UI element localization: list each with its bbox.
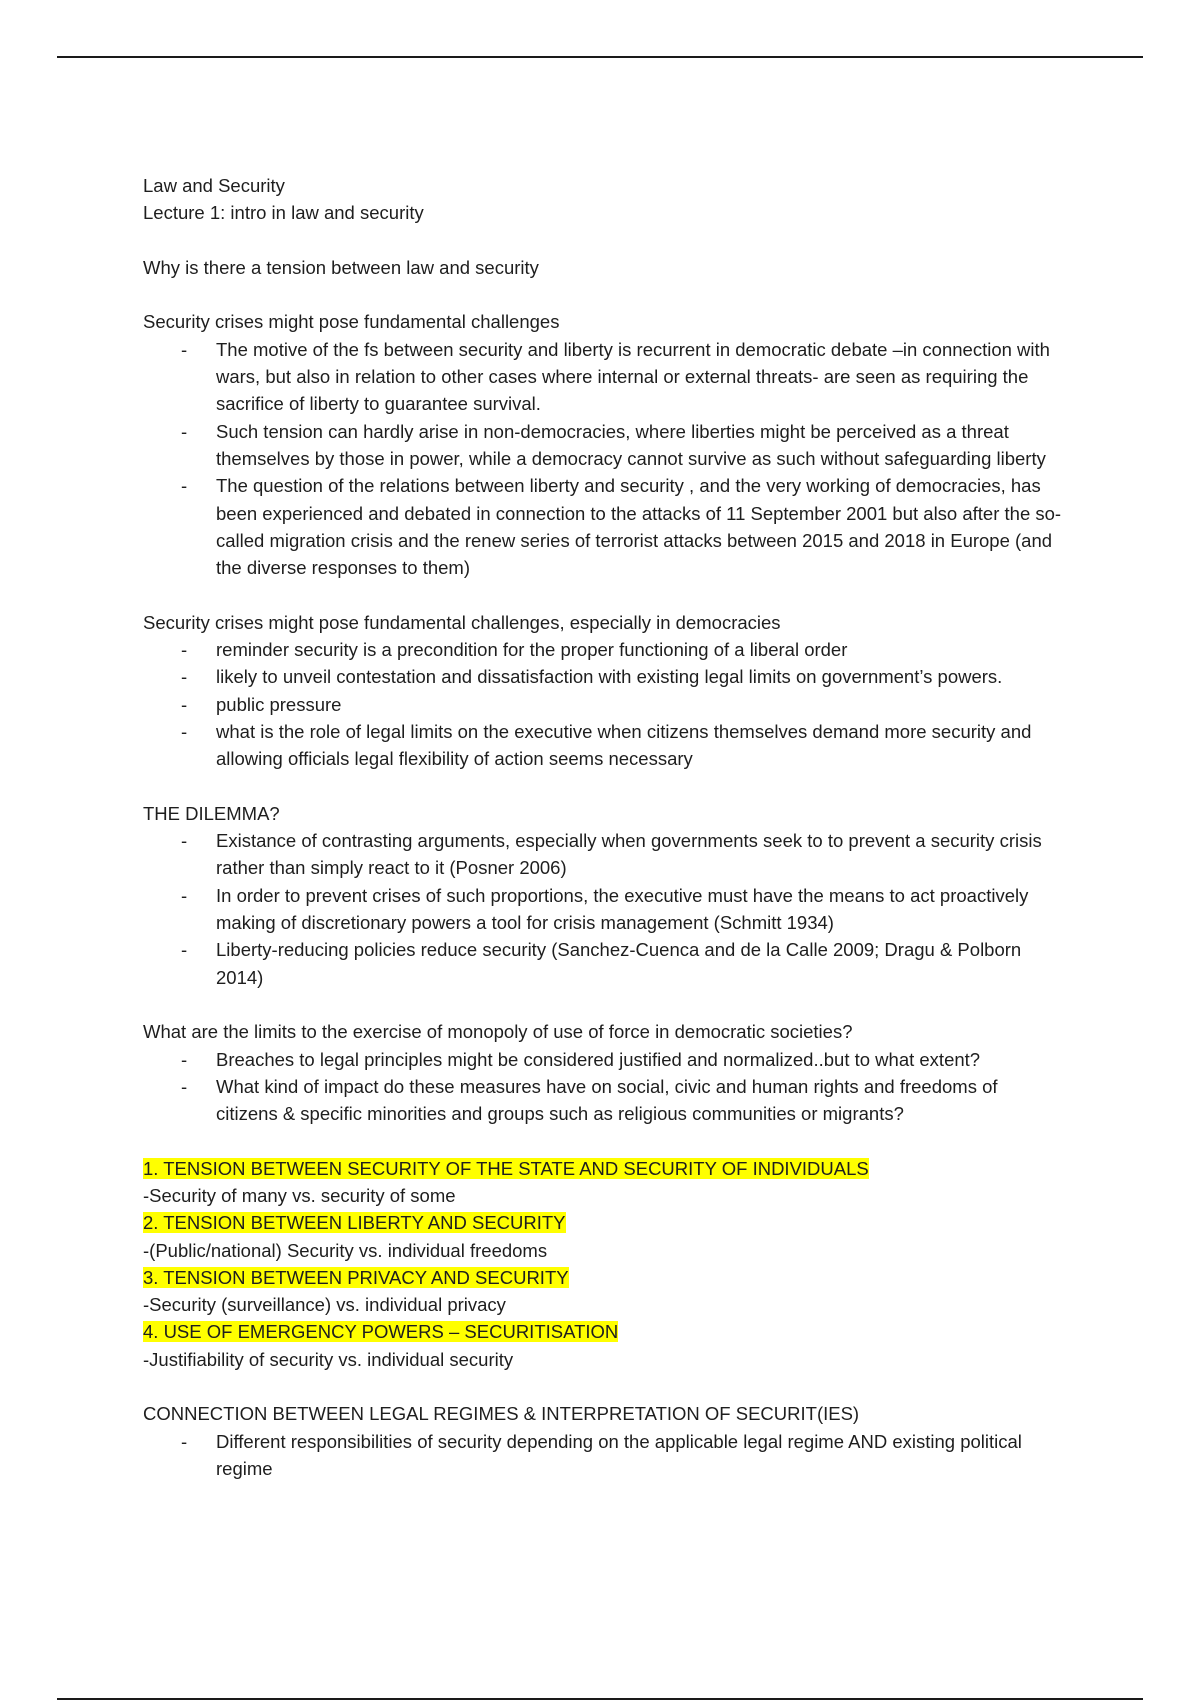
central-question: Why is there a tension between law and security bbox=[143, 256, 539, 278]
list-item: - The motive of the fs between security and liberty is recurrent in democratic debate –in connection with wars, but also in relation to other cases where internal or external threats- are seen as requiring the sacrifice of liberty to guarantee survival. bbox=[143, 336, 1063, 418]
list-item: - what is the role of legal limits on the executive when citizens themselves demand more security and allowing officials legal flexibility of action seems necessary bbox=[143, 718, 1063, 773]
bullet-list bbox=[143, 1428, 1063, 1483]
bullet-list bbox=[143, 336, 1063, 582]
tension-note: -(Public/national) Security vs. individual freedoms bbox=[143, 1239, 548, 1261]
section-heading: THE DILEMMA? bbox=[143, 802, 280, 824]
list-item: - Liberty-reducing policies reduce security (Sanchez-Cuenca and de la Calle 2009; Dragu & Polborn 2014) bbox=[143, 936, 1063, 991]
section-heading: What are the limits to the exercise of monopoly of use of force in democratic societies? bbox=[143, 1021, 853, 1043]
list-item: - likely to unveil contestation and dissatisfaction with existing legal limits on government’s powers. bbox=[143, 663, 1063, 690]
tension-note: -Justifiability of security vs. individual security bbox=[143, 1348, 514, 1370]
highlighted-heading: 2. TENSION BETWEEN LIBERTY AND SECURITY bbox=[143, 1212, 566, 1234]
list-item: - public pressure bbox=[143, 691, 1063, 718]
tension-note: -Security of many vs. security of some bbox=[143, 1184, 456, 1206]
document-body bbox=[143, 172, 1063, 1482]
page-top-rule bbox=[57, 56, 1143, 58]
list-item: - In order to prevent crises of such proportions, the executive must have the means to act proactively making of discretionary powers a tool for crisis management (Schmitt 1934) bbox=[143, 882, 1063, 937]
bullet-list bbox=[143, 1046, 1063, 1128]
list-item: - The question of the relations between liberty and security , and the very working of democracies, has been experienced and debated in connection to the attacks of 11 September 2001 but also after the so-called migration crisis and the renew series of terrorist attacks between 2015 and 2018 in Europe (and the diverse responses to them) bbox=[143, 472, 1063, 581]
highlighted-heading: 4. USE OF EMERGENCY POWERS – SECURITISATION bbox=[143, 1321, 619, 1343]
highlighted-heading: 3. TENSION BETWEEN PRIVACY AND SECURITY bbox=[143, 1266, 569, 1288]
tension-note: -Security (surveillance) vs. individual privacy bbox=[143, 1294, 506, 1316]
list-item: - Different responsibilities of security depending on the applicable legal regime AND existing political regime bbox=[143, 1428, 1063, 1483]
bullet-list bbox=[143, 827, 1063, 991]
lecture-subtitle: Lecture 1: intro in law and security bbox=[143, 202, 424, 224]
bullet-list bbox=[143, 636, 1063, 772]
highlighted-heading: 1. TENSION BETWEEN SECURITY OF THE STATE AND SECURITY OF INDIVIDUALS bbox=[143, 1157, 869, 1179]
list-item: - Such tension can hardly arise in non-democracies, where liberties might be perceived as a threat themselves by those in power, while a democracy cannot survive as such without safeguarding liberty bbox=[143, 418, 1063, 473]
list-item: - Existance of contrasting arguments, especially when governments seek to to prevent a security crisis rather than simply react to it (Posner 2006) bbox=[143, 827, 1063, 882]
section-heading: CONNECTION BETWEEN LEGAL REGIMES & INTERPRETATION OF SECURIT(IES) bbox=[143, 1403, 860, 1425]
document-title: Law and Security bbox=[143, 175, 285, 196]
section-heading: Security crises might pose fundamental challenges, especially in democracies bbox=[143, 611, 781, 633]
list-item: - reminder security is a precondition for the proper functioning of a liberal order bbox=[143, 636, 1063, 663]
list-item: - Breaches to legal principles might be considered justified and normalized..but to what extent? bbox=[143, 1046, 1063, 1073]
list-item: - What kind of impact do these measures have on social, civic and human rights and freedoms of citizens & specific minorities and groups such as religious communities or migrants? bbox=[143, 1073, 1063, 1128]
section-heading: Security crises might pose fundamental challenges bbox=[143, 311, 560, 333]
